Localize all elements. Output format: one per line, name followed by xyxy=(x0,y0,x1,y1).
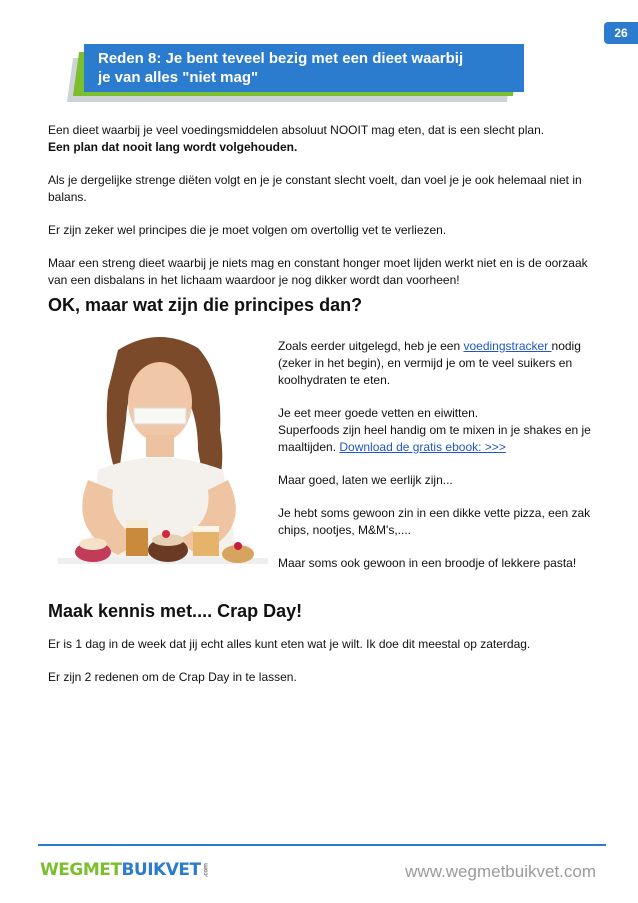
principes-text xyxy=(278,338,608,588)
banner-title xyxy=(84,44,524,92)
download-ebook-link[interactable]: Download de gratis ebook: >>> xyxy=(339,440,506,454)
section-banner xyxy=(70,44,520,104)
footer-divider xyxy=(38,844,606,846)
principes-p2-line2: Superfoods zijn heel handig om te mixen in je shakes en je maaltijden. xyxy=(278,423,591,454)
intro-text xyxy=(48,122,603,305)
intro-p1-text: Een dieet waarbij je veel voedingsmiddelen absoluut NOOIT mag eten, dat is een slecht plan. xyxy=(48,123,545,137)
logo-text-wegmet: WEGMET xyxy=(40,860,122,880)
principes-paragraph-3: Maar goed, laten we eerlijk zijn... xyxy=(278,473,453,487)
woman-with-cakes-photo xyxy=(48,330,270,592)
principes-paragraph-4: Je hebt soms gewoon zin in een dikke vette pizza, een zak chips, nootjes, M&M's,.... xyxy=(278,506,591,537)
logo-text-com: .com xyxy=(202,862,210,878)
crap-day-text xyxy=(48,636,608,702)
heading-principes: OK, maar wat zijn die principes dan? xyxy=(48,295,363,315)
intro-paragraph-1 xyxy=(48,122,603,156)
wegmetbuikvet-logo xyxy=(40,860,213,880)
intro-paragraph-4: Maar een streng dieet waarbij je niets mag en constant honger moet lijden werkt niet en is de oorzaak van een disbalans in het lichaam waardoor je nog dikker wordt dan voorheen! xyxy=(48,256,588,287)
principes-p1-pre: Zoals eerder uitgelegd, heb je een xyxy=(278,339,464,353)
heading-crap-day: Maak kennis met.... Crap Day! xyxy=(48,601,303,621)
page-number-badge: 26 xyxy=(604,22,638,44)
intro-paragraph-3: Er zijn zeker wel principes die je moet volgen om overtollig vet te verliezen. xyxy=(48,223,447,237)
logo-text-buikvet: BUIKVET xyxy=(121,860,201,880)
footer-url[interactable]: www.wegmetbuikvet.com xyxy=(405,862,596,881)
principes-paragraph-1 xyxy=(278,338,608,389)
intro-paragraph-2: Als je dergelijke strenge diëten volgt en je je constant slecht voelt, dan voel je je ook helemaal niet in balans. xyxy=(48,173,582,204)
banner-title-line2: je van alles "niet mag" xyxy=(98,69,259,86)
voedingstracker-link[interactable]: voedingstracker xyxy=(463,339,552,353)
crap-day-paragraph-2: Er zijn 2 redenen om de Crap Day in te lassen. xyxy=(48,670,297,684)
principes-p2-line1: Je eet meer goede vetten en eiwitten. xyxy=(278,406,479,420)
intro-p1-bold: Een plan dat nooit lang wordt volgehouden. xyxy=(48,140,298,154)
principes-p1-post: nodig (zeker in het begin), en vermijd je om te veel suikers en koolhydraten te eten. xyxy=(278,339,581,387)
banner-title-line1: Reden 8: Je bent teveel bezig met een dieet waarbij xyxy=(98,50,464,67)
crap-day-paragraph-1: Er is 1 dag in de week dat jij echt alles kunt eten wat je wilt. Ik doe dit meestal op zaterdag. xyxy=(48,637,531,651)
principes-paragraph-2 xyxy=(278,405,608,456)
principes-paragraph-5: Maar soms ook gewoon in een broodje of lekkere pasta! xyxy=(278,556,577,570)
